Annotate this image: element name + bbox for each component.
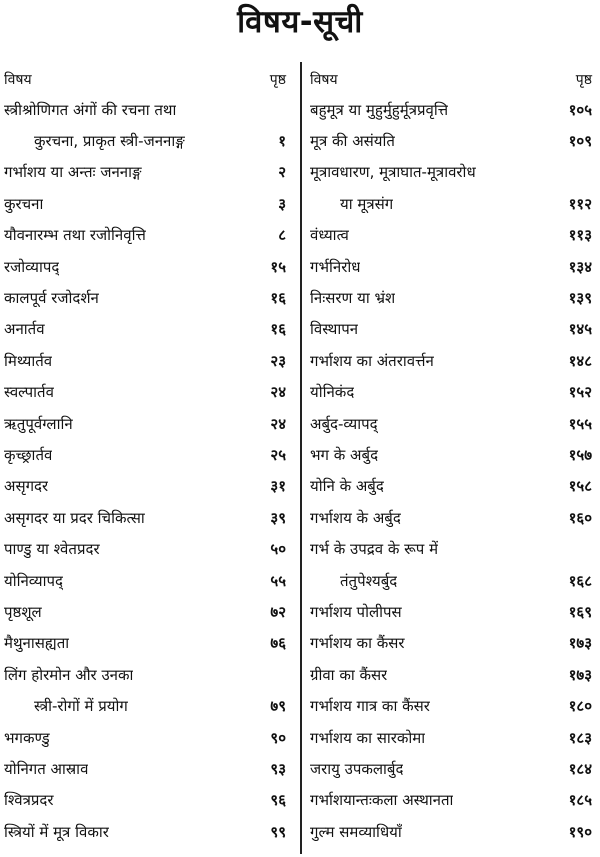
toc-entry: [4, 188, 292, 219]
toc-entry: [310, 251, 598, 282]
toc-entry: [310, 471, 598, 502]
toc-entry-title: कालपूर्व रजोदर्शन: [4, 289, 99, 308]
toc-entry-title: गर्भाशय का कैंसर: [310, 634, 405, 653]
toc-entry: [310, 408, 598, 439]
toc-entry-page: १८३: [568, 728, 592, 747]
toc-entry-page: १६०: [568, 508, 592, 527]
toc-entry: [4, 596, 292, 627]
topic-header: विषय: [310, 71, 338, 88]
toc-entry-page: १५२: [568, 383, 592, 402]
toc-entry-title: गर्भाशय का सारकोमा: [310, 728, 426, 747]
toc-entry: [4, 251, 292, 282]
toc-entry-page: १७३: [568, 634, 592, 653]
toc-entry-title: अर्बुद-व्यापद्: [310, 414, 378, 433]
toc-entry: [4, 94, 292, 125]
toc-entry-page: १४५: [568, 320, 592, 339]
toc-entry-title: पाण्डु या श्वेतप्रदर: [4, 540, 100, 559]
toc-entry-page: १६: [270, 289, 286, 308]
toc-entry-page: ७६: [270, 634, 286, 653]
toc-entry-page: ११३: [568, 226, 592, 245]
toc-column-left: [4, 64, 292, 847]
toc-entry: [310, 690, 598, 721]
toc-entry: [4, 377, 292, 408]
toc-entry: [310, 345, 598, 376]
toc-entry: [4, 565, 292, 596]
toc-entry-title: यौवनारम्भ तथा रजोनिवृत्ति: [4, 226, 146, 245]
toc-entry: [4, 282, 292, 313]
toc-entry: [4, 659, 292, 690]
topic-header: विषय: [4, 71, 32, 88]
toc-entry-page: १७३: [568, 665, 592, 684]
toc-entry-title: रजोव्यापद्: [4, 257, 60, 276]
toc-entry: [310, 125, 598, 156]
toc-entry: [4, 533, 292, 564]
toc-entry-title: योनि के अर्बुद: [310, 477, 384, 496]
toc-entry: [310, 659, 598, 690]
toc-entry: [4, 502, 292, 533]
toc-entry-title: गर्भाशयान्तःकला अस्थानता: [310, 791, 454, 810]
toc-entry: [4, 471, 292, 502]
toc-entry-page: १६९: [568, 602, 592, 621]
toc-entry-title: निःसरण या भ्रंश: [310, 289, 396, 308]
toc-entry-title: पृष्ठशूल: [4, 602, 42, 621]
toc-entry-title: स्त्री-रोगों में प्रयोग: [34, 697, 128, 716]
toc-entry-title: ऋतुपूर्वग्लानि: [4, 414, 73, 433]
toc-entry-page: २४: [270, 383, 286, 402]
toc-entry-page: २३: [270, 351, 286, 370]
toc-entry: [310, 188, 598, 219]
toc-entry: [310, 628, 598, 659]
toc-entry-page: १८०: [568, 697, 592, 716]
toc-entry-title: गर्भाशय या अन्तः जननाङ्ग: [4, 163, 142, 182]
toc-entry: [4, 690, 292, 721]
toc-entry-title: कुरचना, प्राकृत स्त्री-जननाङ्ग: [34, 132, 185, 151]
toc-entry-title: गर्भ के उपद्रव के रूप में: [310, 540, 439, 559]
column-header: [310, 64, 598, 94]
toc-entry-page: ३१: [270, 477, 286, 496]
toc-entry: [310, 157, 598, 188]
toc-entry: [310, 314, 598, 345]
toc-entry-page: ३: [278, 194, 286, 213]
toc-entry-page: १८४: [568, 759, 592, 778]
toc-entry-title: अनार्तव: [4, 320, 45, 339]
toc-entry-title: मूत्रावधारण, मूत्राघात-मूत्रावरोध: [310, 163, 476, 182]
toc-entry-page: ९६: [270, 791, 286, 810]
toc-entry-title: ग्रीवा का कैंसर: [310, 665, 388, 684]
toc-entry: [4, 345, 292, 376]
toc-entry-page: २: [278, 163, 286, 182]
toc-entry-title: गर्भनिरोध: [310, 257, 361, 276]
toc-entry-title: भग के अर्बुद: [310, 445, 379, 464]
toc-entry-page: १६: [270, 320, 286, 339]
toc-entry: [310, 502, 598, 533]
toc-entry-page: १: [278, 132, 286, 151]
toc-entry-page: ५५: [270, 571, 286, 590]
toc-entry: [310, 596, 598, 627]
toc-entry-title: कुरचना: [4, 194, 44, 213]
toc-entry: [310, 753, 598, 784]
toc-entry-title: तंतुपेश्यर्बुद: [340, 571, 398, 590]
toc-entry: [4, 753, 292, 784]
toc-entry: [4, 439, 292, 470]
toc-entry-title: असृगदर: [4, 477, 49, 496]
toc-entry-title: श्वित्रप्रदर: [4, 791, 54, 810]
page-header: पृष्ठ: [269, 71, 286, 88]
toc-entry: [4, 816, 292, 847]
toc-entry: [4, 722, 292, 753]
toc-entry: [4, 785, 292, 816]
toc-entry-page: १५५: [568, 414, 592, 433]
toc-entry-page: १०५: [568, 100, 592, 119]
toc-entry-page: ९३: [270, 759, 286, 778]
toc-entry-title: स्त्रियों में मूत्र विकार: [4, 822, 109, 841]
toc-entry-title: योनिगत आस्राव: [4, 759, 89, 778]
toc-entry-page: ११२: [568, 194, 592, 213]
toc-entry-title: गर्भाशय पोलीपस: [310, 602, 402, 621]
toc-entry-title: असृगदर या प्रदर चिकित्सा: [4, 508, 145, 527]
toc-entry: [310, 785, 598, 816]
toc-entry-page: ९०: [270, 728, 286, 747]
toc-entry: [310, 282, 598, 313]
toc-entry: [310, 377, 598, 408]
toc-entry-page: १४८: [568, 351, 592, 370]
toc-entry-title: मिथ्यार्तव: [4, 351, 53, 370]
toc-entry: [4, 628, 292, 659]
toc-entry-title: योनिव्यापद्: [4, 571, 63, 590]
toc-entry-page: ७९: [270, 697, 286, 716]
toc-entry-title: बहुमूत्र या मुहुर्मुहुर्मूत्रप्रवृत्ति: [310, 100, 449, 119]
toc-entry-title: स्त्रीश्रोणिगत अंगों की रचना तथा: [4, 100, 177, 119]
page-header: पृष्ठ: [575, 71, 592, 88]
toc-entry: [310, 816, 598, 847]
toc-entry-title: गर्भाशय का अंतरावर्त्तन: [310, 351, 434, 370]
toc-entry: [310, 439, 598, 470]
toc-entry: [4, 125, 292, 156]
toc-entry-title: मूत्र की असंयति: [310, 132, 395, 151]
page-title: विषय-सूची: [237, 4, 363, 40]
toc-entry-title: कृच्छ्रार्तव: [4, 445, 53, 464]
toc-entry-page: ७२: [270, 602, 286, 621]
toc-entry-page: १०९: [568, 132, 592, 151]
toc-entry: [4, 220, 292, 251]
toc-entry: [310, 94, 598, 125]
toc-entry: [4, 408, 292, 439]
toc-entry: [4, 157, 292, 188]
toc-entry-title: जरायु उपकलार्बुद: [310, 759, 404, 778]
toc-entry-title: या मूत्रसंग: [340, 194, 394, 213]
toc-entry-page: ८: [278, 226, 286, 245]
toc-entry-page: १६८: [568, 571, 592, 590]
toc-entry-title: स्वल्पार्तव: [4, 383, 54, 402]
toc-column-right: [310, 64, 598, 847]
column-header: [4, 64, 292, 94]
toc-entry-title: योनिकंद: [310, 383, 355, 402]
toc-entry: [310, 533, 598, 564]
toc-entry-page: ३९: [270, 508, 286, 527]
toc-entry: [310, 722, 598, 753]
toc-entry-page: १८५: [568, 791, 592, 810]
toc-entry-page: ९९: [270, 822, 286, 841]
toc-entry-title: गर्भाशय गात्र का कैंसर: [310, 697, 430, 716]
toc-entry-page: २५: [270, 445, 286, 464]
toc-entry-title: गर्भाशय के अर्बुद: [310, 508, 401, 527]
toc-entry: [310, 220, 598, 251]
toc-entry-title: वंध्यात्व: [310, 226, 349, 245]
toc-entry-title: भगकण्डु: [4, 728, 50, 747]
toc-entry-page: १५८: [568, 477, 592, 496]
toc-entry-page: १५७: [568, 445, 592, 464]
toc-entry-title: गुल्म समव्याधियाँ: [310, 822, 402, 841]
toc-entry-page: १३४: [568, 257, 592, 276]
toc-list-right: [310, 94, 598, 847]
toc-entry-page: १५: [270, 257, 286, 276]
toc-entry: [310, 565, 598, 596]
toc-entry-page: १९०: [568, 822, 592, 841]
toc-list-left: [4, 94, 292, 847]
toc-entry-page: २४: [270, 414, 286, 433]
toc-entry-page: ५०: [270, 540, 286, 559]
toc-entry-title: लिंग होरमोन और उनका: [4, 665, 134, 684]
toc-entry-title: विस्थापन: [310, 320, 359, 339]
toc-entry: [4, 314, 292, 345]
column-divider: [300, 62, 302, 854]
toc-entry-title: मैथुनासह्यता: [4, 634, 70, 653]
toc-entry-page: १३९: [568, 289, 592, 308]
